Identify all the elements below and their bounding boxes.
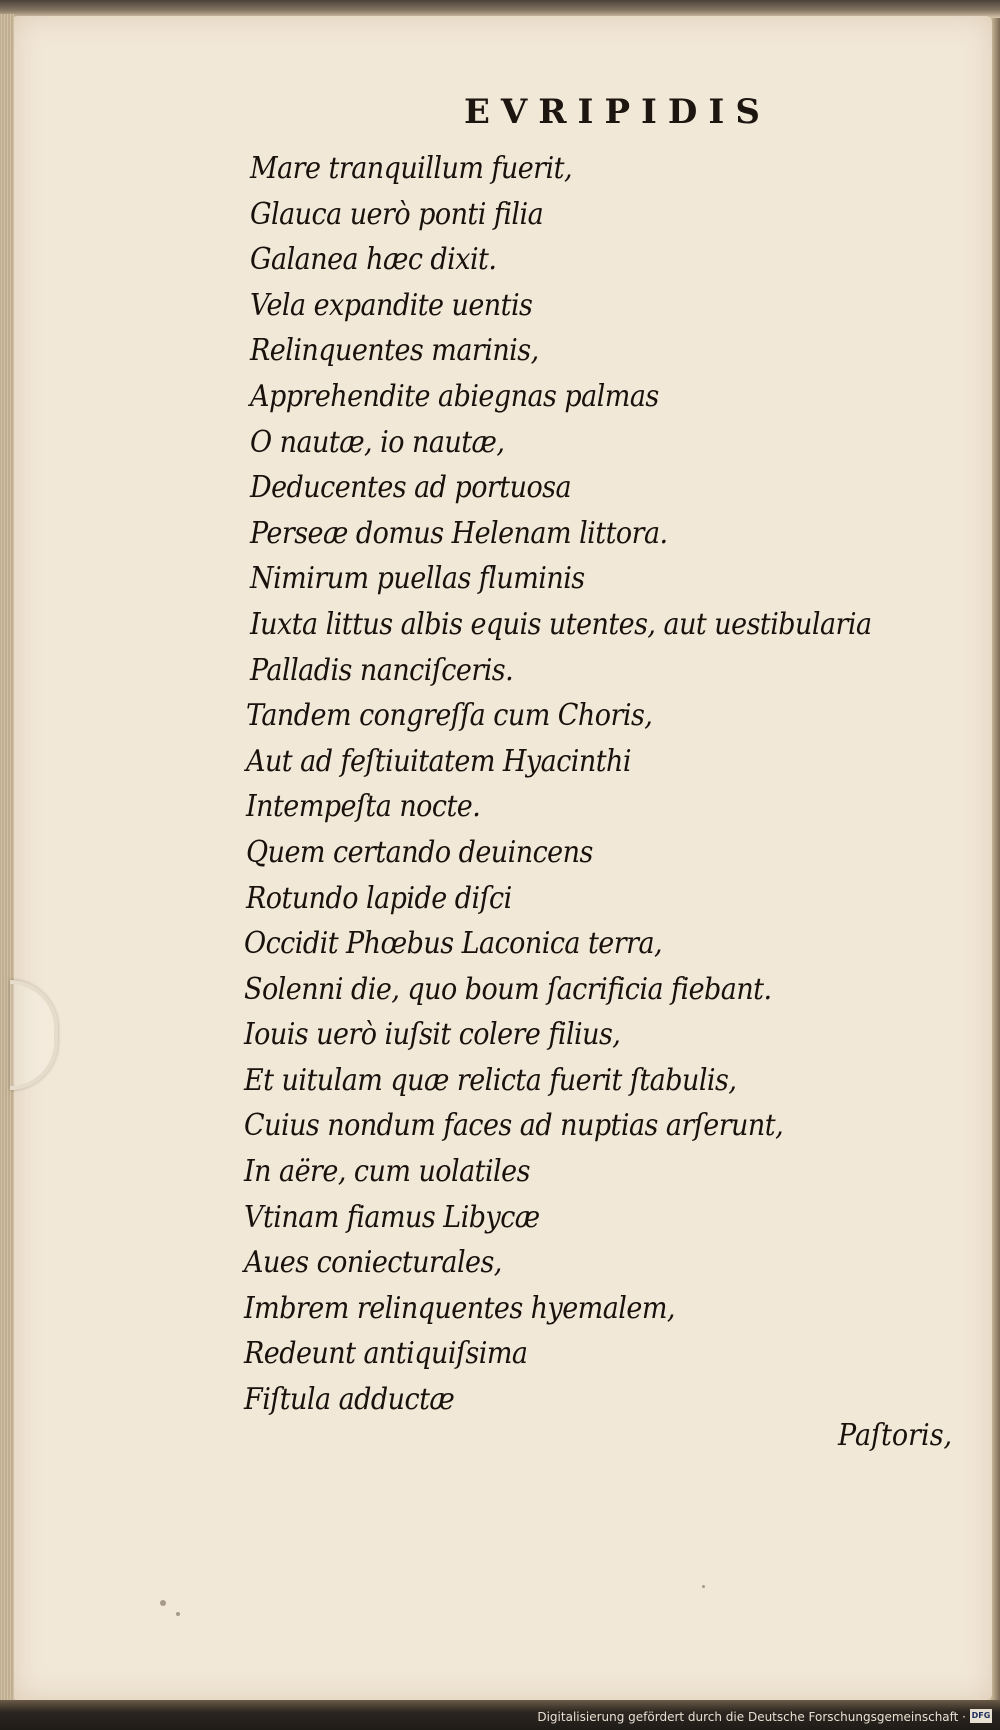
verse-line: Imbrem relinquentes hyemalem, [244, 1290, 675, 1326]
verse-line: Quem certando deuincens [246, 834, 593, 870]
verse-line: Relinquentes marinis, [250, 333, 539, 369]
verse-line: Mare tranquillum fuerit, [250, 151, 572, 186]
paper-speck [702, 1585, 705, 1588]
verse-line: Vela expandite uentis [250, 287, 533, 323]
verse-line: Intempeſta nocte. [246, 789, 481, 825]
verse-line: Iouis uerò iuſsit colere filius, [244, 1017, 621, 1053]
catchword: Paſtoris, [838, 1418, 953, 1453]
verse-line: Apprehendite abiegnas palmas [250, 378, 659, 414]
paper-speck [176, 1612, 180, 1616]
verse-line: Glauca uerò ponti filia [250, 196, 544, 232]
verse-line: In aëre, cum uolatiles [244, 1154, 530, 1190]
verse-line: Vtinam fiamus Libycæ [244, 1199, 540, 1235]
paper-speck [160, 1600, 166, 1606]
verse-line: Tandem congreſſa cum Choris, [246, 698, 653, 734]
page-edges [0, 14, 14, 1704]
verse-line: Fiſtula adductæ [244, 1382, 455, 1418]
verse-line: Nimirum puellas fluminis [250, 561, 585, 597]
verse-line: Rotundo lapide diſci [246, 880, 512, 916]
verse-line: Iuxta littus albis equis utentes, aut uestibularia [250, 606, 872, 642]
verse-line: Perseæ domus Helenam littora. [250, 515, 668, 551]
verse-line: Aues coniecturales, [244, 1245, 502, 1281]
verse-line: Solenni die, quo boum ſacrificia fiebant. [244, 971, 772, 1007]
verse-line: Redeunt antiquiſsima [244, 1336, 528, 1372]
verse-line: Deducentes ad portuosa [250, 470, 572, 506]
verse-line: O nautæ, io nautæ, [250, 424, 505, 460]
running-head: EVRIPIDIS [464, 92, 771, 132]
verse-line: Et uitulam quæ relicta fuerit ſtabulis, [244, 1062, 737, 1098]
verse-line: Occidit Phœbus Laconica terra, [244, 926, 663, 962]
verse-line: Galanea hæc dixit. [250, 242, 497, 278]
verse-line: Aut ad feſtiuitatem Hyacinthi [246, 743, 631, 779]
verse-text [244, 146, 941, 1423]
dfg-logo: DFG [970, 1709, 992, 1723]
verse-line: Palladis nanciſceris. [250, 652, 514, 688]
verse-line: Cuius nondum faces ad nuptias arſerunt, [244, 1108, 784, 1144]
digitization-credit: Digitalisierung gefördert durch die Deutsche Forschungsgemeinschaft · [537, 1710, 966, 1724]
